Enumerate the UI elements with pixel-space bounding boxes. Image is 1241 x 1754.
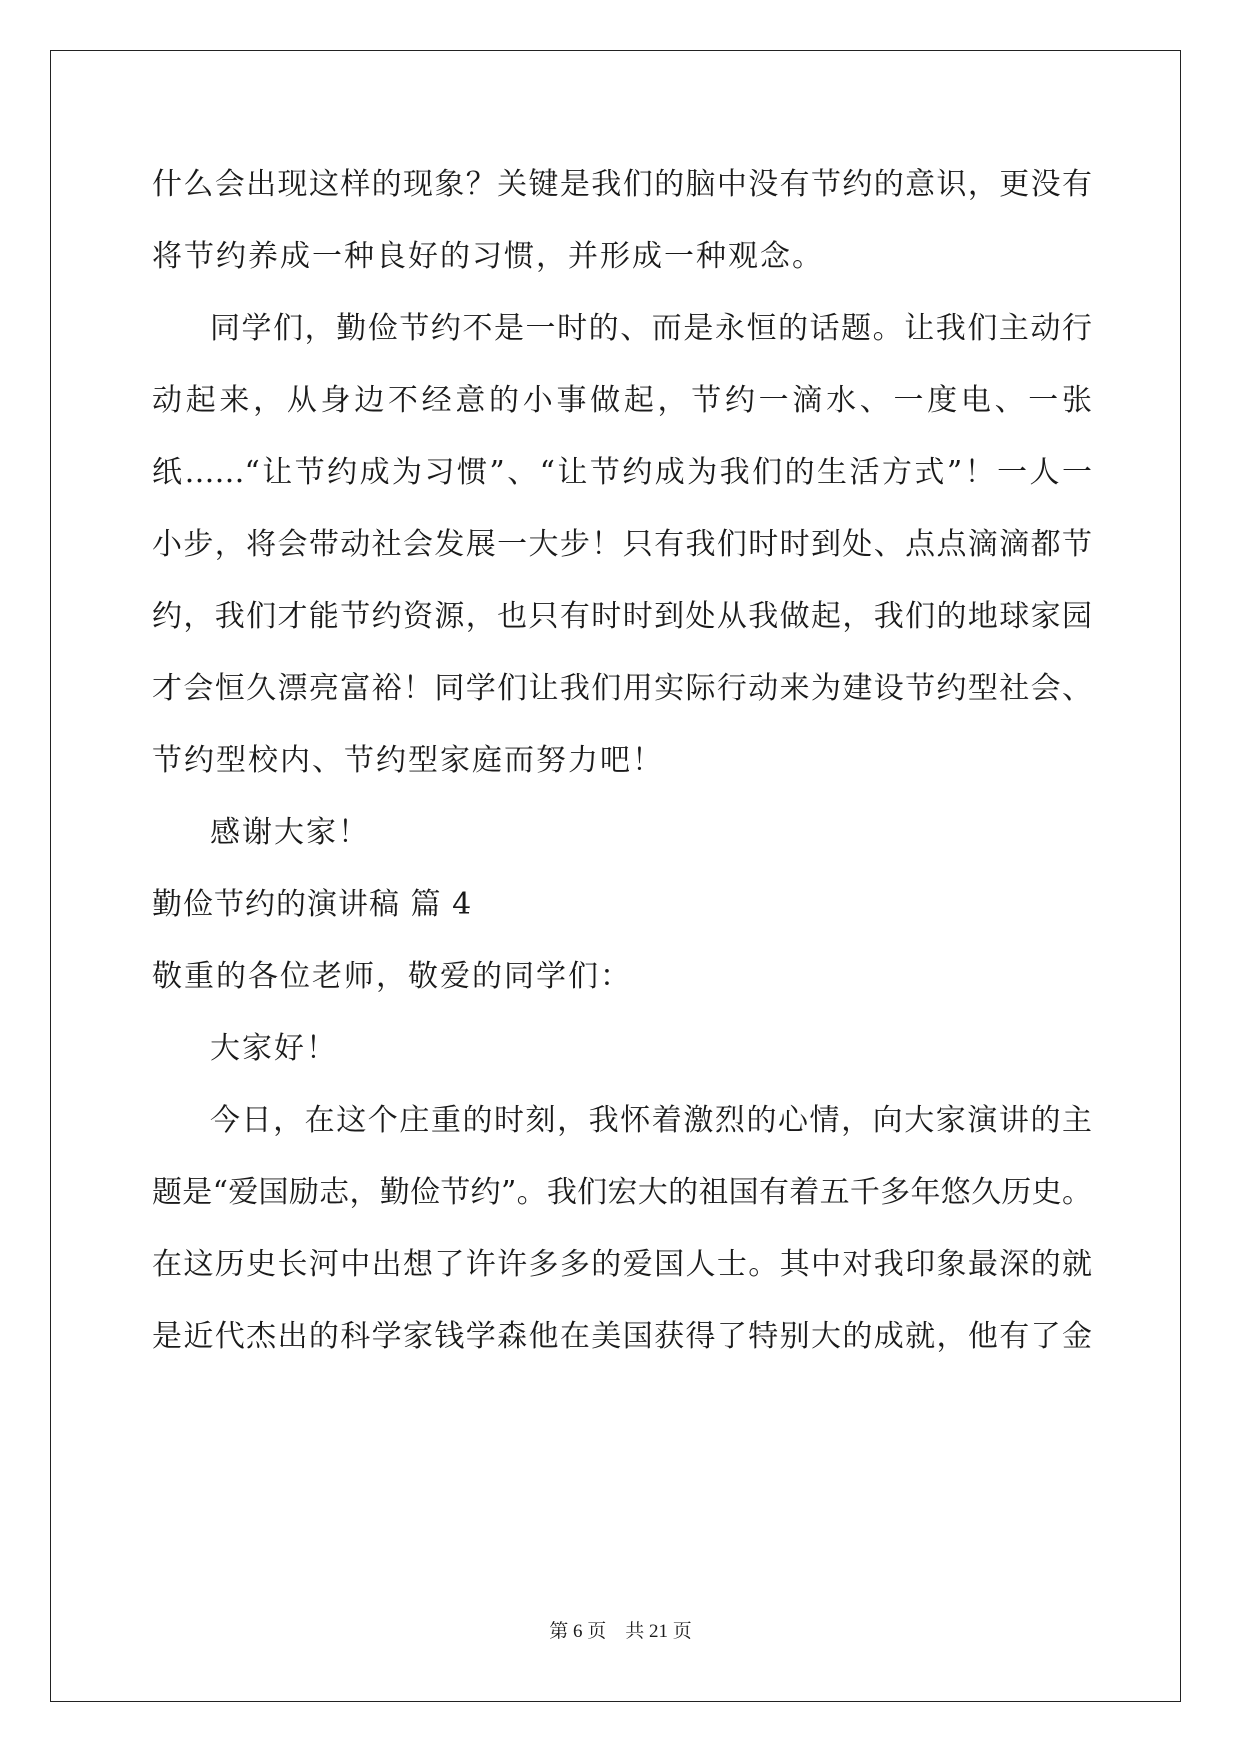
paragraph-line: 在这历史长河中出想了许许多多的爱国人士。其中对我印象最深的就 <box>152 1247 1092 1282</box>
paragraph-line: 纸……“让节约成为习惯”、“让节约成为我们的生活方式”！一人一 <box>152 455 1092 490</box>
paragraph-line: 同学们，勤俭节约不是一时的、而是永恒的话题。让我们主动行 <box>210 311 1092 346</box>
salutation: 敬重的各位老师，敬爱的同学们： <box>152 959 632 994</box>
paragraph-line: 今日，在这个庄重的时刻，我怀着激烈的心情，向大家演讲的主 <box>210 1103 1092 1138</box>
paragraph-line: 节约型校内、节约型家庭而努力吧！ <box>152 743 664 778</box>
paragraph-line: 题是“爱国励志，勤俭节约”。我们宏大的祖国有着五千多年悠久历史。 <box>152 1175 1092 1210</box>
page-border <box>50 50 1181 1702</box>
page-number-label: 第 6 页 共 21 页 <box>549 1621 692 1642</box>
paragraph-line: 什么会出现这样的现象？关键是我们的脑中没有节约的意识，更没有 <box>152 167 1092 202</box>
paragraph-line: 才会恒久漂亮富裕！同学们让我们用实际行动来为建设节约型社会、 <box>152 671 1092 706</box>
section-heading: 勤俭节约的演讲稿 篇 4 <box>152 887 473 922</box>
paragraph-line: 小步，将会带动社会发展一大步！只有我们时时到处、点点滴滴都节 <box>152 527 1092 562</box>
paragraph-line: 约，我们才能节约资源，也只有时时到处从我做起，我们的地球家园 <box>152 599 1092 634</box>
paragraph-line: 动起来，从身边不经意的小事做起，节约一滴水、一度电、一张 <box>152 383 1092 418</box>
paragraph-line: 是近代杰出的科学家钱学森他在美国获得了特别大的成就，他有了金 <box>152 1319 1092 1354</box>
greeting: 大家好！ <box>210 1031 338 1066</box>
page-footer <box>0 1620 1241 1644</box>
paragraph-line: 将节约养成一种良好的习惯，并形成一种观念。 <box>152 239 824 274</box>
paragraph-line: 感谢大家！ <box>210 815 370 850</box>
